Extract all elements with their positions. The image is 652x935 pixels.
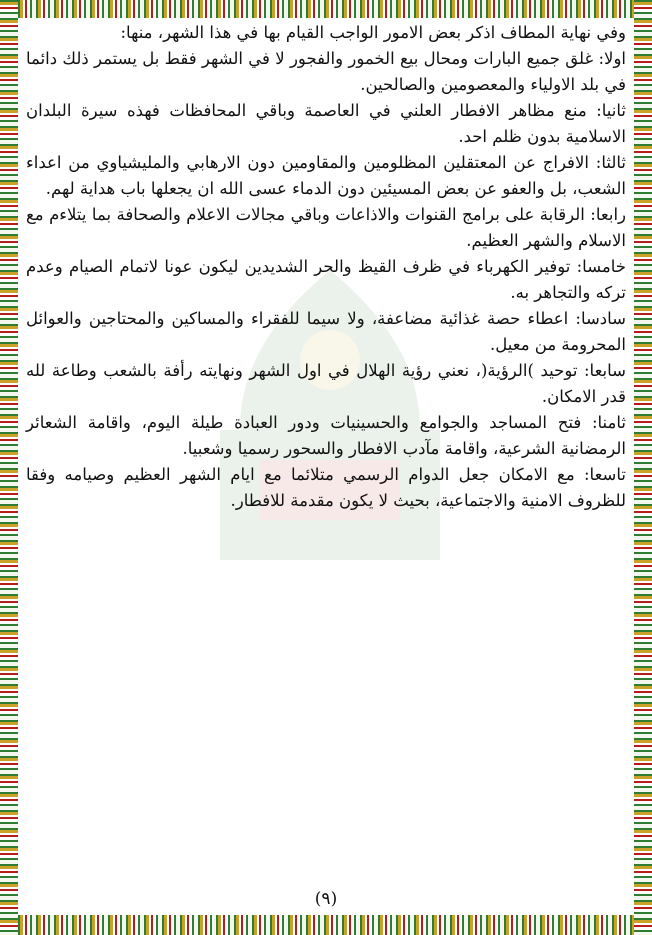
decorative-border-top: [0, 0, 652, 18]
point-3-paragraph: ثالثا: الافراج عن المعتقلين المظلومين والمقاومين دون الارهابي والمليشياوي من اعداء الشعب، بل والعفو عن بعض المسيئين دون الدماء عسى الله ان يجعلها باب هداية لهم.: [26, 153, 626, 198]
point-7-paragraph: سابعا: توحيد )الرؤية(، نعني رؤية الهلال في اول الشهر ونهايته رأفة بالشعب وطاعة لله قدر الامكان.: [26, 361, 626, 406]
point-1-paragraph: اولا: غلق جميع البارات ومحال بيع الخمور والفجور لا في الشهر فقط بل يستمر ذلك دائما في بلد الاولياء والمعصومين والصالحين.: [26, 49, 626, 94]
intro-paragraph: وفي نهاية المطاف اذكر بعض الامور الواجب القيام بها في هذا الشهر، منها:: [120, 23, 626, 42]
point-6-paragraph: سادسا: اعطاء حصة غذائية مضاعفة، ولا سيما للفقراء والمساكين والمحتاجين والعوائل المحرومة من معيل.: [26, 309, 626, 354]
decorative-border-bottom: [0, 915, 652, 935]
page-number: (٩): [314, 889, 338, 909]
decorative-border-left: [0, 0, 18, 935]
point-4-paragraph: رابعا: الرقابة على برامج القنوات والاذاعات وباقي مجالات الاعلام والصحافة بما يتلاءم مع الاسلام والشهر العظيم.: [26, 205, 626, 250]
point-5-paragraph: خامسا: توفير الكهرباء في ظرف القيظ والحر الشديدين ليكون عونا لاتمام الصيام وعدم تركه والتجاهر به.: [26, 257, 626, 302]
decorative-border-right: [634, 0, 652, 935]
point-9-paragraph: تاسعا: مع الامكان جعل الدوام الرسمي متلائما مع ايام الشهر العظيم وصيامه وفقا للظروف الامنية والاجتماعية، بحيث لا يكون مقدمة للافطار.: [26, 465, 626, 510]
point-8-paragraph: ثامنا: فتح المساجد والجوامع والحسينيات ودور العبادة طيلة اليوم، واقامة الشعائر الرمضانية الشرعية، واقامة مآدب الافطار والسحور رسميا وشعبيا.: [26, 413, 626, 458]
document-body: [26, 20, 626, 887]
point-2-paragraph: ثانيا: منع مظاهر الافطار العلني في العاصمة وباقي المحافظات فهذه سيرة البلدان الاسلامية بدون ظلم احد.: [26, 101, 626, 146]
